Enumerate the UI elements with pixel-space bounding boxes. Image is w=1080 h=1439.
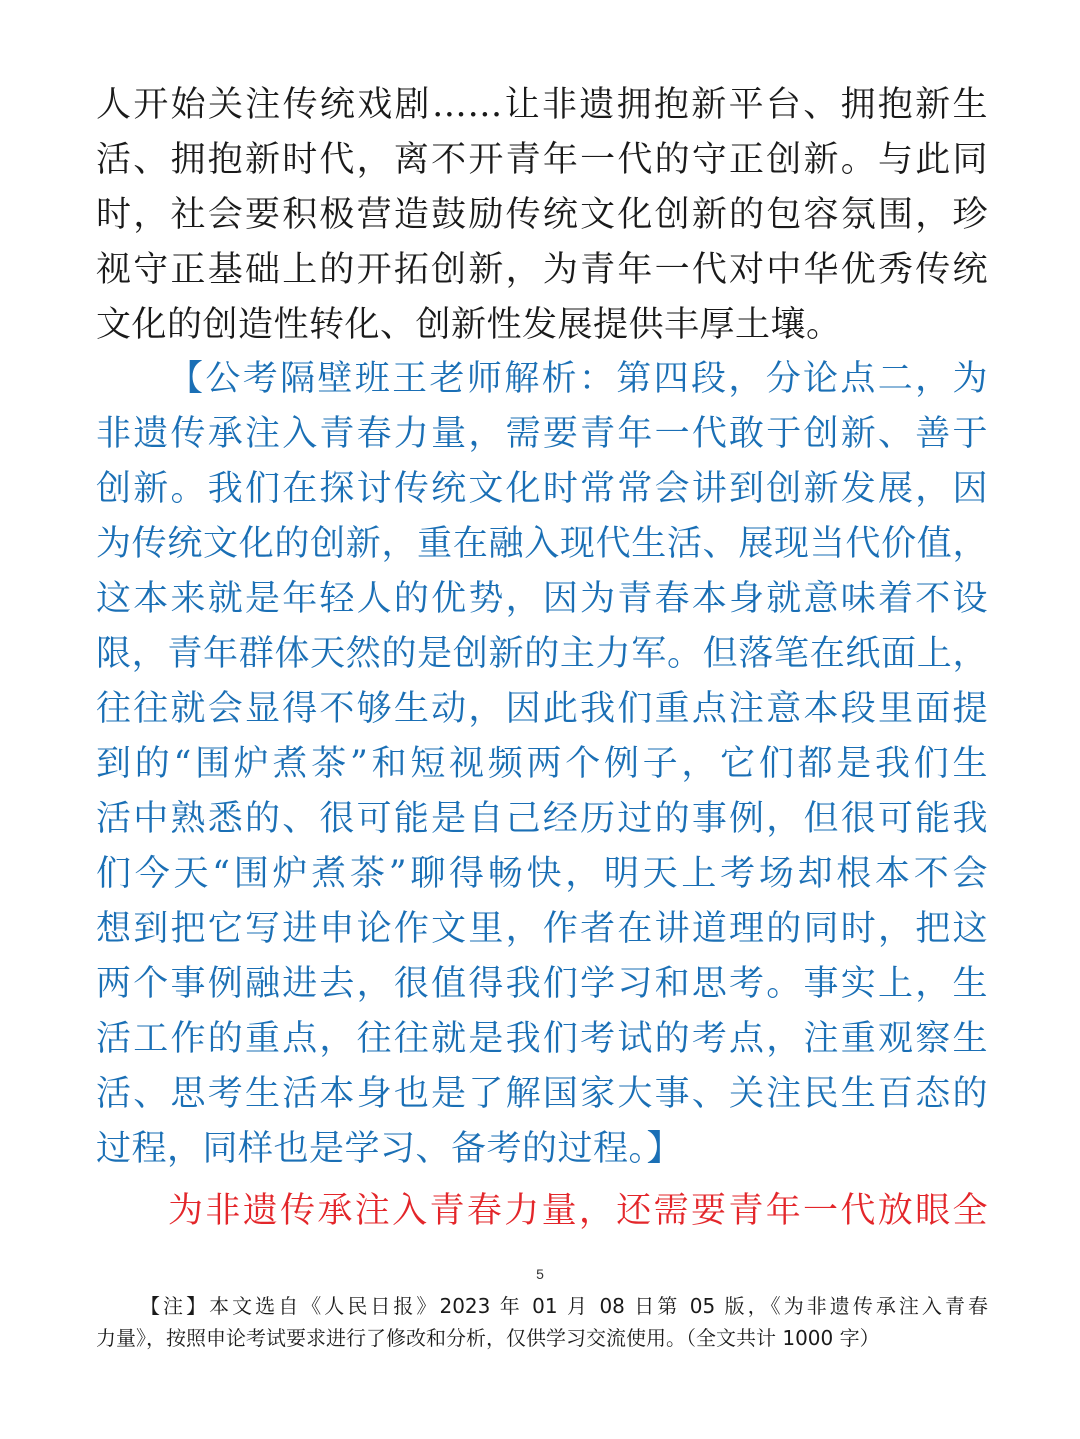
- paragraph-line: 人开始关注传统戏剧……让非遗拥抱新平台、拥抱新生: [96, 85, 988, 125]
- analysis-line: 非遗传承注入青春力量，需要青年一代敢于创新、善于: [96, 414, 988, 454]
- analysis-line: 为传统文化的创新，重在融入现代生活、展现当代价值，: [96, 524, 988, 564]
- analysis-line: 创新。我们在探讨传统文化时常常会讲到创新发展，因: [96, 469, 988, 509]
- footnote-line: 【注】本文选自《人民日报》2023 年 01 月 08 日第 05 版，《为非遗传承注入青春: [140, 1294, 988, 1318]
- paragraph-line: 时，社会要积极营造鼓励传统文化创新的包容氛围，珍: [96, 195, 988, 235]
- analysis-line: 限，青年群体天然的是创新的主力军。但落笔在纸面上，: [96, 634, 988, 674]
- analysis-line: 【公考隔壁班王老师解析：第四段，分论点二，为: [168, 359, 988, 399]
- analysis-line: 过程，同样也是学习、备考的过程。】: [96, 1129, 683, 1169]
- analysis-paragraph: [96, 352, 988, 1177]
- analysis-line: 活工作的重点，往往就是我们考试的考点，注重观察生: [96, 1019, 988, 1059]
- paragraph-line: 文化的创造性转化、创新性发展提供丰厚土壤。: [96, 305, 842, 345]
- footnote-line: 力量》，按照申论考试要求进行了修改和分析，仅供学习交流使用。（全文共计 1000 字）: [96, 1326, 880, 1350]
- page-number: 5: [536, 1266, 544, 1282]
- heading-line: 为非遗传承注入青春力量，还需要青年一代放眼全: [168, 1191, 988, 1231]
- analysis-line: 往往就会显得不够生动，因此我们重点注意本段里面提: [96, 689, 988, 729]
- analysis-line: 想到把它写进申论作文里，作者在讲道理的同时，把这: [96, 909, 988, 949]
- analysis-line: 这本来就是年轻人的优势，因为青春本身就意味着不设: [96, 579, 988, 619]
- paragraph-line: 视守正基础上的开拓创新，为青年一代对中华优秀传统: [96, 250, 988, 290]
- red-heading-paragraph: [96, 1184, 988, 1239]
- paragraph-line: 活、拥抱新时代，离不开青年一代的守正创新。与此同: [96, 140, 988, 180]
- analysis-line: 活中熟悉的、很可能是自己经历过的事例，但很可能我: [96, 799, 988, 839]
- footnote: [96, 1290, 988, 1354]
- analysis-line: 两个事例融进去，很值得我们学习和思考。事实上，生: [96, 964, 988, 1004]
- analysis-line: 活、思考生活本身也是了解国家大事、关注民生百态的: [96, 1074, 988, 1114]
- body-paragraph: [96, 78, 988, 353]
- analysis-line: 到的“围炉煮茶”和短视频两个例子，它们都是我们生: [96, 744, 988, 784]
- analysis-line: 们今天“围炉煮茶”聊得畅快，明天上考场却根本不会: [96, 854, 988, 894]
